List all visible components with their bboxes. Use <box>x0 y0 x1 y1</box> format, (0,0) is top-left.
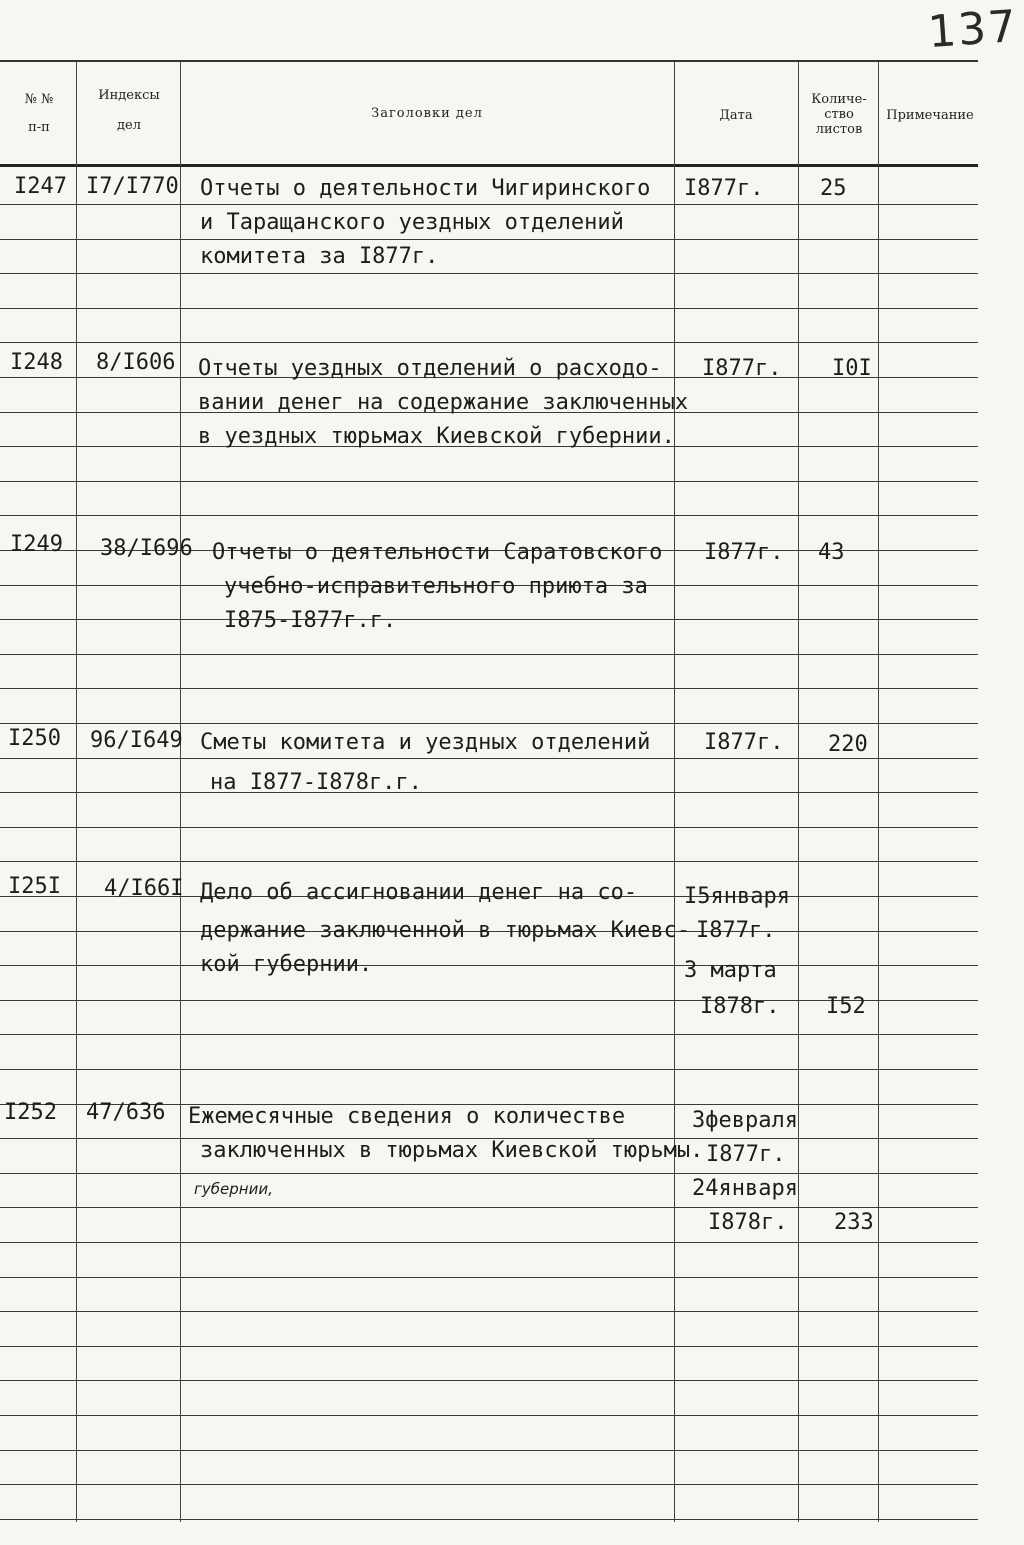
ruled-line <box>0 481 978 482</box>
ruled-line <box>0 342 978 343</box>
header-date: Дата <box>719 108 753 123</box>
ruled-line <box>0 1242 978 1243</box>
record-title-line: на I877-I878г.г. <box>210 770 422 795</box>
record-title-line: заключенных в тюрьмах Киевской тюрьмы. <box>200 1138 704 1163</box>
record-index: 47/636 <box>86 1100 166 1125</box>
header-bottom-border <box>0 164 978 167</box>
record-sheet-count: 233 <box>834 1210 874 1235</box>
record-number: I249 <box>10 532 63 557</box>
record-index: 8/I606 <box>96 350 176 375</box>
record-number: I25I <box>8 874 61 899</box>
record-number: I248 <box>10 350 63 375</box>
record-date-line: I878г. <box>708 1210 788 1235</box>
ruled-line <box>0 1173 978 1174</box>
record-title-line: Ежемесячные сведения о количестве <box>188 1104 626 1129</box>
ruled-line <box>0 861 978 862</box>
record-index: 96/I649 <box>90 728 183 753</box>
record-title-line: вании денег на содержание заключенных <box>198 390 689 415</box>
record-date-line: I877г. <box>706 1142 786 1167</box>
record-title-line: Отчеты о деятельности Саратовского <box>212 540 663 565</box>
record-date-line: 3 марта <box>684 958 777 983</box>
ruled-line <box>0 1346 978 1347</box>
record-number: I252 <box>4 1100 57 1125</box>
record-date: I877г. <box>704 540 784 565</box>
ruled-line <box>0 1484 978 1485</box>
ruled-line <box>0 1207 978 1208</box>
header-num-line1: № № <box>24 92 54 107</box>
record-title-line: и Таращанского уездных отделений <box>200 210 624 235</box>
table-top-border <box>0 60 978 62</box>
record-index: 38/I696 <box>100 536 193 561</box>
page-number: 137 <box>926 0 1020 59</box>
header-num <box>4 92 74 136</box>
ruled-line <box>0 308 978 309</box>
record-index: I7/I770 <box>86 174 179 199</box>
header-count-line3: листов <box>815 122 863 137</box>
record-number: I247 <box>14 174 67 199</box>
ruled-line <box>0 792 978 793</box>
record-title-line: учебно-исправительного приюта за <box>224 574 648 599</box>
header-title: Заголовки дел <box>371 106 483 121</box>
ruled-line <box>0 654 978 655</box>
ruled-line <box>0 1380 978 1381</box>
record-title-line: I875-I877г.г. <box>224 608 397 633</box>
record-title-line: Сметы комитета и уездных отделений <box>200 730 651 755</box>
record-title-line: кой губернии. <box>200 952 373 977</box>
header-count <box>800 92 878 137</box>
ruled-line <box>0 1450 978 1451</box>
record-date: I877г. <box>702 356 782 381</box>
header-note: Примечание <box>886 108 974 123</box>
record-title-line: губернии, <box>194 1180 273 1198</box>
record-sheet-count: 43 <box>818 540 845 565</box>
record-date-line: I5января <box>684 884 790 909</box>
record-date: I877г. <box>684 176 764 201</box>
record-number: I250 <box>8 726 61 751</box>
record-title-line: комитета за I877г. <box>200 244 439 269</box>
record-title-line: в уездных тюрьмах Киевской губернии. <box>198 424 675 449</box>
header-index-line1: Индексы <box>98 88 160 103</box>
ruled-line <box>0 1069 978 1070</box>
header-count-line1: Количе- <box>811 92 867 107</box>
record-date-line: 3февраля <box>692 1108 798 1133</box>
record-date-line: I877г. <box>696 918 776 943</box>
ruled-line <box>0 1034 978 1035</box>
record-date-line: 24января <box>692 1176 798 1201</box>
header-count-line2: ство <box>824 107 854 122</box>
ruled-line <box>0 1415 978 1416</box>
ruled-line <box>0 965 978 966</box>
record-title-line: Отчеты о деятельности Чигиринского <box>200 176 651 201</box>
ruled-line <box>0 688 978 689</box>
record-sheet-count: I0I <box>832 356 872 381</box>
record-sheet-count: 25 <box>820 176 847 201</box>
header-num-line2: п-п <box>28 120 50 135</box>
header-index-line2: дел <box>117 118 141 133</box>
record-date: I877г. <box>704 730 784 755</box>
record-title-line: Дело об ассигновании денег на со- <box>200 880 638 905</box>
ruled-line <box>0 827 978 828</box>
record-date-line: I878г. <box>700 994 780 1019</box>
ruled-line <box>0 273 978 274</box>
record-sheet-count: 220 <box>828 732 868 757</box>
record-title-line: Отчеты уездных отделений о расходо- <box>198 356 662 381</box>
ruled-line <box>0 1277 978 1278</box>
record-title-line: держание заключенной в тюрьмах Киевс- <box>200 918 691 943</box>
header-index <box>80 88 178 134</box>
ruled-line <box>0 1311 978 1312</box>
record-sheet-count: I52 <box>826 994 866 1019</box>
ruled-line <box>0 1519 978 1520</box>
ruled-line <box>0 619 978 620</box>
record-index: 4/I66I <box>104 876 184 901</box>
ruled-line <box>0 515 978 516</box>
